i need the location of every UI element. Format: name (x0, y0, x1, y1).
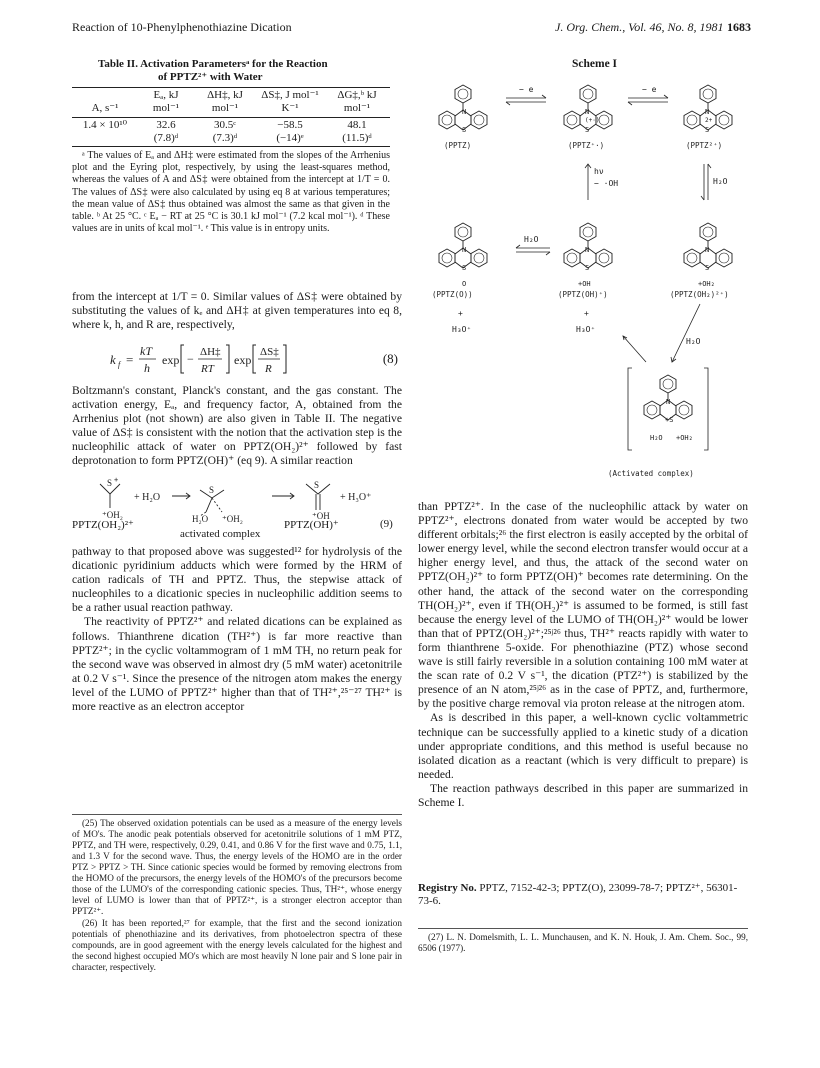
footnote-rule-right (418, 928, 748, 929)
svg-text:S: S (585, 264, 590, 272)
paragraph: than PPTZ²⁺. In the case of the nucleophilic attack by water on PPTZ²⁺, electrons donated from water would be accepted by two different orbitals;²⁶ the first electron is easily accepted by the orbital of lower energy level, while the second electron transfer would occur at a higher energy level, and thus, the attack of the second water on PPTZ(OH₂)²⁺ to form PPTZ(OH)⁺ becomes rate determining. On the other hand, the attack of the second water on the corresponding TH(OH₂)²⁺, even if TH(OH₂)²⁺ is assumed to be formed, is still fast because the energy level of the LUMO of TH(OH₂)²⁺ would be lower than that of PPTZ(OH₂)²⁺;²⁵ʲ²⁶ thus, TH²⁺ reacts rapidly with water to form thianthrene 5-oxide. For phenothiazine (PTZ) whose second wave is still fairly reversible in a solution containing 100 mM water at the scan rate of 0.2 V s⁻¹, the dication (PTZ²⁺) is stabilized by the presence of an N atom,²⁵ʲ²⁶ as in the case of PPTZ, and, furthermore, by the positive charge removal via proton release at the nitrogen atom. (418, 500, 748, 711)
registry-label: Registry No. (418, 882, 477, 894)
eq9-label-complex: activated complex (180, 528, 261, 540)
svg-text:S: S (462, 126, 467, 134)
scheme-title: Scheme I (572, 58, 618, 70)
footnote-26: (26) It has been reported,²⁷ for example, that the first and the second ionization potentials of phenothiazine and its derivatives, from photoelectron spectra of these compounds, are in good agreement with the energy levels calculated for the highest and the second highest occupied MO's which are most heavily N lone pair and S lone pair in character, respectively. (72, 918, 402, 972)
svg-text:f: f (118, 360, 121, 369)
plus-middle: + (584, 309, 589, 318)
footnotes-left (72, 818, 402, 974)
table-notes (72, 150, 390, 235)
svg-text:kT: kT (140, 344, 152, 358)
cell-dh: 30.5ᶜ (213, 119, 237, 131)
arrow-hv: hν (594, 167, 604, 176)
arrow-oh: − ·OH (594, 179, 619, 188)
label-activated-complex: (Activated complex) (608, 469, 694, 478)
svg-text:S: S (585, 126, 590, 134)
footnote-25: (25) The observed oxidation potentials can be used as a measure of the energy levels of MO's. The anodic peak potentials observed for acetonitrile solutions of 1 mM PTZ, PPTZ, and TH were, respectively, 0.29, 0.41, and 0.86 V for the first wave and 0.75, 1.1, and 1.3 V for the second wave. Thus, the energy levels of the HOMO are in the order PTZ > PPTZ > TH. Since cationic species would be formed by removing electrons from the HOMO of the precursors, the energy levels of the HOMO's of the precursors become those of the LUMO's of the corresponding cationic species. Thus, TH²⁺, whose energy level of LUMO is lower than that of PPTZ²⁺, is a stronger electron acceptor than PPTZ²⁺. (72, 818, 402, 916)
svg-text:RT: RT (201, 363, 214, 375)
cell-dg2: (11.5)ᵈ (342, 131, 372, 144)
label-pptz-oh: (PPTZ(OH)⁺) (558, 290, 608, 299)
eq9-label-product: PPTZ(OH)⁺ (284, 519, 339, 531)
svg-text:+S: +S (665, 416, 674, 424)
svg-text:S: S (462, 264, 467, 272)
eq9-label-reactant: PPTZ(OH₂)²⁺ (72, 519, 134, 531)
svg-text:R: R (265, 363, 272, 375)
registry-numbers (418, 882, 748, 909)
col-dg: ΔG‡,ᵇ kJ mol⁻¹ (337, 89, 377, 114)
equation-8-number: (8) (382, 351, 398, 366)
footnote-27: (27) L. N. Domelsmith, L. L. Munchausen, and K. N. Houk, J. Am. Chem. Soc., 99, 6506 (1977). (418, 932, 748, 953)
svg-text:S: S (107, 478, 113, 488)
svg-text:+: + (114, 476, 119, 484)
label-pptz-oh2: (PPTZ(OH₂)²⁺) (670, 290, 729, 299)
paragraph: pathway to that proposed above was suggested¹² for hydrolysis of the dicationic pyridinium adducts which were formed by the HRM of cation radicals of TH and PPTZ. Thus, the stepwise attack of nucleophiles to a dicationic species in nucleophilic addition seems to be a rather usual reaction pathway. (72, 545, 402, 615)
svg-text:k: k (110, 352, 116, 367)
svg-text:+ H₃O⁺: + H₃O⁺ (340, 492, 372, 503)
footnote-rule (72, 814, 402, 815)
svg-text:H₂O: H₂O (650, 434, 663, 442)
equation-8 (110, 342, 402, 376)
svg-text:N: N (705, 246, 710, 254)
table-title (98, 58, 328, 84)
svg-text:N: N (666, 398, 671, 406)
cell-ea: 32.6 (156, 119, 176, 131)
table-bottom-rule (72, 146, 390, 147)
label-pptz-dication: (PPTZ²⁺) (686, 141, 723, 150)
equation-8-graphic (110, 342, 340, 376)
col-ea: Eₐ, kJ mol⁻¹ (152, 89, 180, 114)
svg-text:H₂O: H₂O (192, 514, 209, 524)
cell-dg: 48.1 (347, 119, 367, 131)
left-text-1 (72, 290, 402, 332)
table-header-row (72, 89, 390, 114)
arrow-e2: − e (642, 85, 657, 94)
cell-ds2: (−14)ᵉ (276, 131, 304, 144)
table-top-rule (72, 87, 390, 88)
plus-left: + (458, 309, 463, 318)
table-row (72, 119, 390, 132)
svg-text:N: N (462, 108, 467, 116)
left-text-2 (72, 384, 402, 469)
footnotes-right (418, 932, 748, 955)
svg-text:(+·): (+·) (585, 117, 600, 124)
running-title: Reaction of 10-Phenylphenothiazine Dication (72, 20, 292, 34)
page-number: 1683 (727, 20, 751, 34)
h3o-left: H₃O⁺ (452, 325, 472, 334)
table-notes-text: ᵃ The values of Eₐ and ΔH‡ were estimated from the slopes of the Arrhenius plot and the Eyring plot, respectively, by using the least-squares method, whereas the values of A and ΔS‡ were obtained from the intercept at 1/T = 0. The values of ΔS‡ were also calculated by using eq 8 at various temperatures; the mean value of ΔS‡ thus obtained was almost the same as that given in the table. ᵇ At 25 °C. ᶜ Eₐ − RT at 25 °C is 30.1 kJ mol⁻¹ (7.2 kcal mol⁻¹). ᵈ These values are in units of kcal mol⁻¹. ᵉ This value is in entropy units. (72, 150, 390, 235)
col-a: A, s⁻¹ (91, 101, 119, 114)
svg-text:⁺OH₂: ⁺OH₂ (222, 514, 243, 524)
svg-text:2+: 2+ (705, 117, 713, 124)
left-text-3 (72, 545, 402, 714)
paragraph: The reaction pathways described in this paper are summarized in Scheme I. (418, 781, 748, 809)
col-ds: ΔS‡, J mol⁻¹ K⁻¹ (261, 89, 319, 114)
equation-9 (72, 474, 402, 538)
registry-values: PPTZ, 7152-42-3; PPTZ(O), 23099-78-7; PPTZ²⁺, 56301-73-6. (418, 882, 738, 908)
svg-text:ΔH‡: ΔH‡ (200, 346, 221, 358)
activation-table-body (72, 119, 390, 144)
h3o-middle: H₃O⁺ (576, 325, 596, 334)
svg-text:+ H₂O: + H₂O (134, 492, 161, 503)
table-mid-rule (72, 117, 390, 118)
label-pptz-o: (PPTZ(O)) (432, 290, 473, 299)
svg-text:⁺OH₂: ⁺OH₂ (102, 510, 123, 520)
svg-text:−: − (187, 352, 194, 366)
scheme-1 (418, 72, 763, 482)
svg-text:+OH: +OH (578, 280, 591, 288)
svg-text:S: S (705, 264, 710, 272)
table-title-line2: of PPTZ²⁺ with Water (158, 71, 263, 83)
col-dh: ΔH‡, kJ mol⁻¹ (207, 89, 243, 114)
equation-9-number: (9) (380, 518, 393, 530)
svg-text:⁺OH: ⁺OH (312, 511, 330, 521)
arrow-h2o-right: H₂O (713, 177, 728, 186)
svg-text:N: N (462, 246, 467, 254)
svg-text:h: h (144, 361, 150, 375)
svg-text:exp: exp (162, 353, 180, 367)
scheme-1-graphic (418, 72, 763, 482)
cell-dh2: (7.3)ᵈ (212, 131, 238, 144)
paragraph: Boltzmann's constant, Planck's constant, and the gas constant. The activation energy, Eₐ, and frequency factor, A, obtained from the Arrhenius plot (not shown) are also given in Table II. The negative value of ΔS‡ is consistent with the notion that the activation step is the nucleophilic attack of water on PPTZ(OH₂)²⁺ followed by fast deprotonation to form PPTZ(OH)⁺ (eq 9). A similar reaction (72, 384, 402, 468)
activation-table (72, 89, 390, 114)
cell-a: 1.4 × 10¹⁰ (82, 119, 128, 131)
paragraph: from the intercept at 1/T = 0. Similar values of ΔS‡ were obtained by substituting the values of kₑ and ΔH‡ at given temperatures into eq 8, where k, h, and R are, respectively, (72, 290, 402, 332)
svg-text:S: S (705, 126, 710, 134)
label-pptz: (PPTZ) (444, 141, 472, 150)
cell-ea2: (7.8)ᵈ (153, 131, 179, 144)
svg-text:+OH₂: +OH₂ (676, 434, 693, 442)
svg-text:exp: exp (234, 353, 252, 367)
paragraph: The reactivity of PPTZ²⁺ and related dications can be explained as follows. Thianthrene dication (TH²⁺) is far more reactive than PPTZ²⁺; in the cyclic voltammogram of 1 mM TH, no return peak for the second wave was observed in almost dry (5 mM water) acetonitrile at 0.2 V s⁻¹. Since the presence of the nitrogen atom makes the energy level of the LUMO of PPTZ²⁺ higher than that of TH²⁺,²⁵⁻²⁷ TH²⁺ is more reactive as an electron acceptor (72, 615, 402, 714)
right-text (418, 500, 748, 810)
table-row (72, 132, 390, 145)
arrow-h2o-diag: H₂O (686, 337, 701, 346)
svg-text:N: N (585, 246, 590, 254)
svg-text:=: = (126, 352, 134, 367)
svg-text:S: S (209, 485, 215, 495)
table-title-line1: Table II. Activation Parametersᵃ for the Reaction (98, 58, 328, 70)
journal-citation: J. Org. Chem., Vol. 46, No. 8, 1981 (555, 20, 724, 34)
svg-text:N: N (585, 108, 590, 116)
svg-text:S: S (314, 480, 320, 490)
cell-ds: −58.5 (277, 119, 303, 131)
paragraph: As is described in this paper, a well-known cyclic voltammetric technique can be successfully applied to a kinetic study of a dication under appropriate conditions, and this method is useful because no isolated dication as a reactant (which is very difficult to prepare) is needed. (418, 711, 748, 781)
arrow-e1: − e (519, 85, 534, 94)
svg-text:N: N (705, 108, 710, 116)
svg-text:O: O (462, 280, 467, 288)
label-pptz-radical: (PPTZ⁺·) (568, 141, 605, 150)
svg-text:+OH₂: +OH₂ (698, 280, 715, 288)
cell-a2 (72, 132, 138, 145)
arrow-h2o-middle: H₂O (524, 235, 539, 244)
svg-text:ΔS‡: ΔS‡ (260, 346, 279, 358)
